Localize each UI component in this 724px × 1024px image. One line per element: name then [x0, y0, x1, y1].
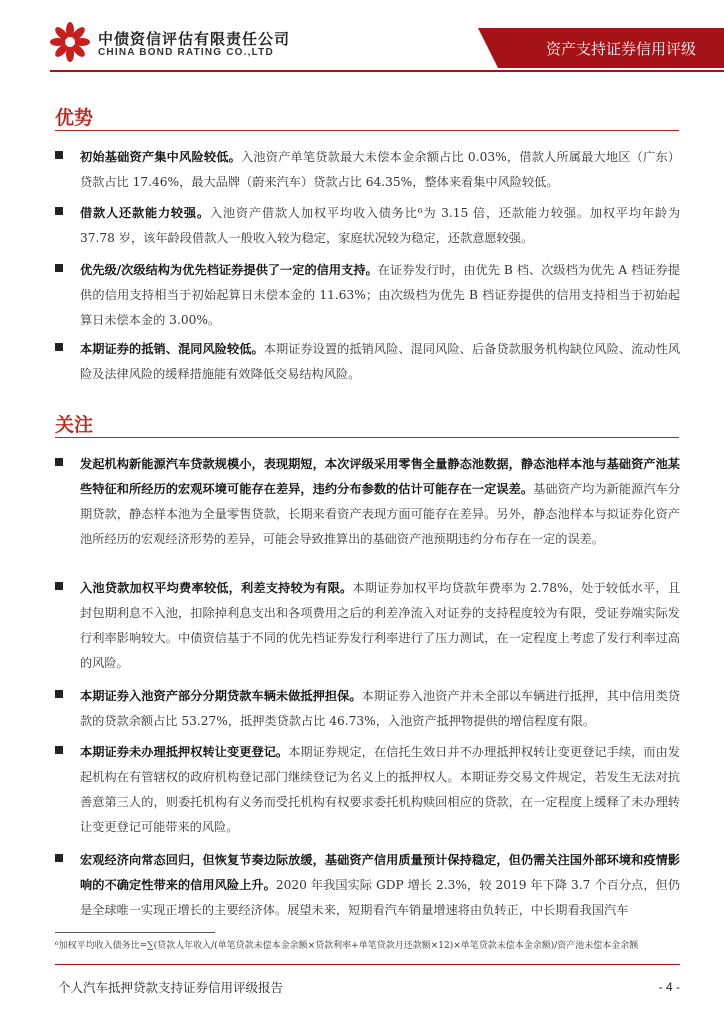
- company-name-cn: 中债资信评估有限责任公司: [98, 30, 291, 48]
- footer-report-title: 个人汽车抵押贷款支持证券信用评级报告: [58, 980, 284, 995]
- footnote: ⁶加权平均收入债务比=∑(贷款人年收入/(单笔贷款未偿本金余额×贷款利率+单笔贷款月还款额×12)×单笔贷款未偿本金余额)/资产池未偿本金余额: [55, 941, 639, 951]
- item-body: 本期证券规定，在信托生效日并不办理抵押权转让变更登记手续，而由发起机构在有管辖权的政府机构登记部门继续登记为名义上的抵押权人。本期证券交易文件规定，若发生无法对抗善意第三人的，则委托机构有义务而受托机构有权要求委托机构赎回相应的贷款，在一定程度上缓释了未办理转让变更登记可能带来的风险。: [80, 745, 681, 834]
- bullet-icon: [55, 582, 63, 590]
- section-rule: [55, 130, 679, 131]
- footer-rule: [55, 964, 680, 965]
- list-item: [55, 740, 680, 840]
- section-title-advantages: 优势: [55, 107, 94, 129]
- list-item: [55, 337, 680, 387]
- item-body: 入池资产单笔贷款最大未偿本金余额占比 0.03%，借款人所属最大地区（广东）贷款占比 17.46%，最大品牌（蔚来汽车）贷款占比 64.35%，整体来看集中风险较低。: [80, 150, 681, 189]
- list-item: [55, 848, 680, 923]
- item-lead: 入池贷款加权平均费率较低，利差支持较为有限。: [80, 581, 353, 595]
- item-lead: 本期证券入池资产部分分期贷款车辆未做抵押担保。: [80, 689, 362, 703]
- footnote-rule: [55, 932, 215, 933]
- bullet-icon: [55, 343, 63, 351]
- list-item: [55, 576, 680, 676]
- list-item: [55, 684, 680, 734]
- item-body: 本期证券入池资产并未全部以车辆进行抵押，其中信用类贷款的贷款余额占比 53.27%，抵押类贷款占比 46.73%，入池资产抵押物提供的增信程度有限。: [80, 689, 681, 728]
- item-lead: 优先级/次级结构为优先档证券提供了一定的信用支持。: [80, 263, 378, 277]
- page-number: - 4 -: [658, 980, 680, 994]
- item-lead: 宏观经济向常态回归，但恢复节奏边际放缓，基础资产信用质量预计保持稳定，但仍需关注国外部环境和疫情影响的不确定性带来的信用风险上升。: [80, 853, 680, 892]
- bullet-icon: [55, 690, 63, 698]
- bullet-icon: [55, 458, 63, 466]
- bullet-icon: [55, 746, 63, 754]
- section-rule: [55, 437, 679, 438]
- section-title-concerns: 关注: [55, 414, 94, 436]
- list-item: [55, 258, 680, 333]
- header-banner: [498, 28, 724, 68]
- item-body: 入池资产借款人加权平均收入债务比⁶为 3.15 倍，还款能力较强。加权平均年龄为 37.78 岁，该年龄段借款人一般收入较为稳定，家庭状况较为稳定，还款意愿较强。: [80, 206, 681, 245]
- item-lead: 本期证券未办理抵押权转让变更登记。: [80, 745, 289, 759]
- header-rule: [50, 70, 724, 72]
- bullet-icon: [55, 207, 63, 215]
- company-logo-icon: [50, 22, 90, 62]
- bullet-icon: [55, 854, 63, 862]
- list-item: [55, 201, 680, 251]
- item-body: 基础资产均为新能源汽车分期贷款，静态样本池为全量零售贷款，长期来看资产表现方面可能存在差异。另外，静态池样本与拟证券化资产池所经历的宏观经济形势的差异，可能会导致推算出的基础资产池预期违约分布存在一定的误差。: [80, 482, 681, 546]
- item-lead: 初始基础资产集中风险较低。: [80, 150, 241, 164]
- item-lead: 本期证券的抵销、混同风险较低。: [80, 342, 264, 356]
- item-body: 本期证券设置的抵销风险、混同风险、后备贷款服务机构缺位风险、流动性风险及法律风险的缓释措施能有效降低交易结构风险。: [80, 342, 681, 381]
- item-lead: 借款人还款能力较强。: [80, 206, 210, 220]
- page-header: [0, 0, 724, 90]
- item-lead: 发起机构新能源汽车贷款规模小，表现期短，本次评级采用零售全量静态池数据，静态池样本池与基础资产池某些特征和所经历的宏观环境可能存在差异，违约分布参数的估计可能存在一定误差。: [80, 457, 680, 496]
- bullet-icon: [55, 264, 63, 272]
- list-item: [55, 452, 680, 552]
- banner-title: 资产支持证券信用评级: [545, 40, 696, 58]
- item-body: 2020 年我国实际 GDP 增长 2.3%，较 2019 年下降 3.7 个百分点，但仍是全球唯一实现正增长的主要经济体。展望未来，短期看汽车销量增速将由负转正，中长期看我国汽车: [80, 878, 681, 917]
- bullet-icon: [55, 151, 63, 159]
- item-body: 在证券发行时，由优先 B 档、次级档为优先 A 档证券提供的信用支持相当于初始起算日未偿本金的 11.63%；由次级档为优先 B 档证券提供的信用支持相当于初始起算日未偿本金的 3.00%。: [80, 263, 680, 327]
- list-item: [55, 145, 680, 195]
- company-name-en: CHINA BOND RATING CO.,LTD: [98, 47, 274, 58]
- item-body: 本期证券加权平均贷款年费率为 2.78%，处于较低水平，且封包期利息不入池，扣除掉利息支出和各项费用之后的利差净流入对证券的支持程度较为有限，受证券端实际发行利率影响较大。中债资信基于不同的优先档证券发行利率进行了压力测试，在一定程度上考虑了发行利率过高的风险。: [80, 581, 681, 670]
- banner-cut: [478, 28, 498, 68]
